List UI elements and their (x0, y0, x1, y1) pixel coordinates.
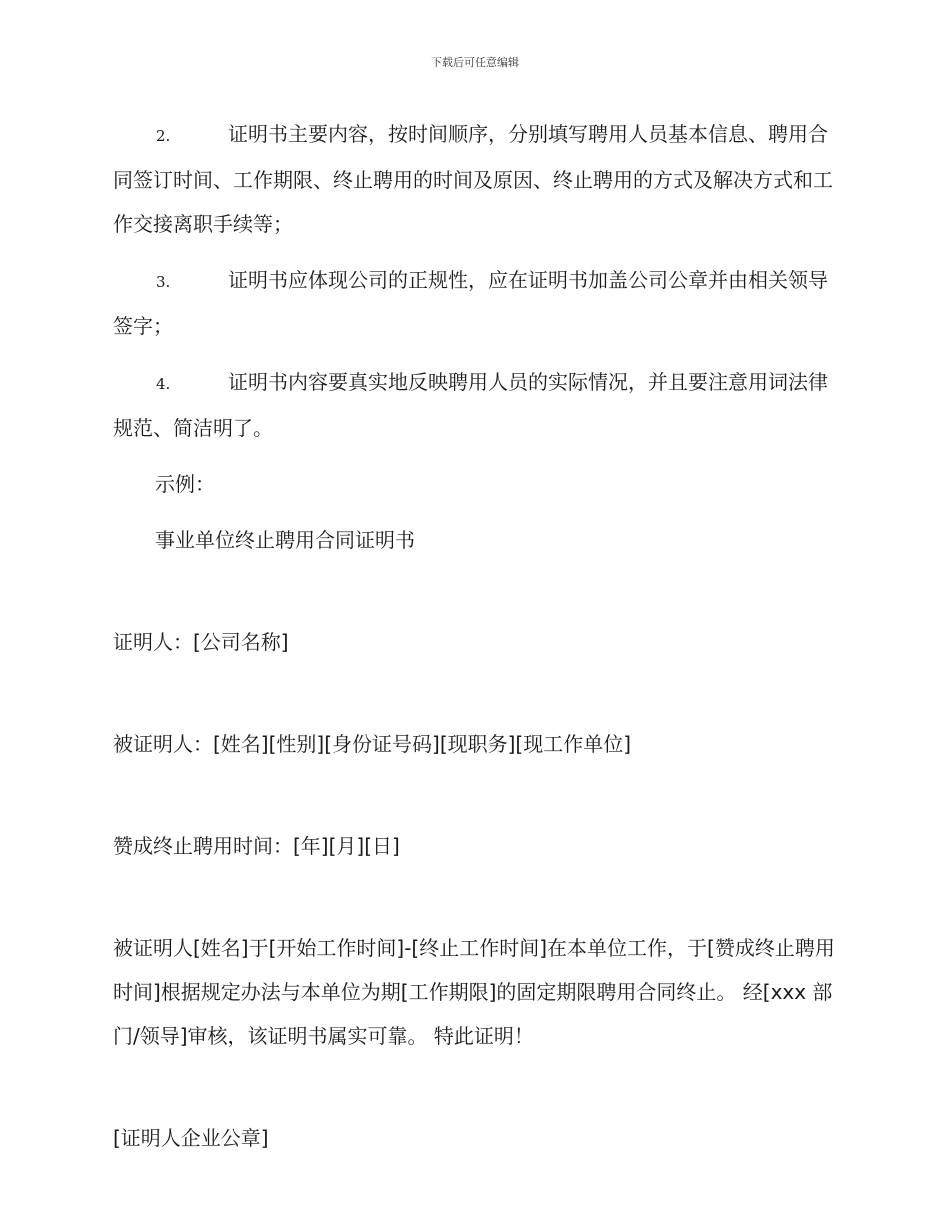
document-body (113, 112, 835, 1172)
certifier-line: 证明人：[公司名称] (113, 630, 289, 654)
list-text: 证明书应体现公司的正规性，应在证明书加盖公司公章并由相关领导签字； (113, 268, 828, 338)
list-text: 证明书内容要真实地反映聘用人员的实际情况，并且要注意用词法律规范、简洁明了。 (113, 370, 828, 440)
list-item (113, 112, 835, 246)
spacer (113, 778, 835, 824)
example-title: 事业单位终止聘用合同证明书 (155, 528, 415, 552)
spacer (113, 880, 835, 926)
spacer (113, 676, 835, 722)
seal-line: [证明人企业公章] (113, 1126, 269, 1150)
certificate-body: 被证明人[姓名]于[开始工作时间]-[终止工作时间]在本单位工作，于[赞成终止聘用时间]根据规定办法与本单位为期[工作期限]的固定期限聘用合同终止。 经[xxx 部门/领导]审核，该证明书属实可靠。 特此证明！ (113, 936, 835, 1048)
spacer (113, 1070, 835, 1116)
example-label: 示例： (155, 472, 215, 496)
termination-time-line: 赞成终止聘用时间：[年][月][日] (113, 834, 400, 858)
list-number: 3. (156, 273, 171, 291)
list-item (113, 360, 835, 450)
list-number: 4. (156, 375, 171, 393)
list-number: 2. (156, 127, 171, 145)
page-header: 下载后可任意编辑 (431, 56, 519, 69)
list-text: 证明书主要内容，按时间顺序，分别填写聘用人员基本信息、聘用合同签订时间、工作期限、终止聘用的时间及原因、终止聘用的方式及解决方式和工作交接离职手续等； (113, 122, 833, 236)
certified-person-line: 被证明人：[姓名][性别][身份证号码][现职务][现工作单位] (113, 732, 632, 756)
spacer (113, 574, 835, 620)
list-item (113, 258, 835, 348)
